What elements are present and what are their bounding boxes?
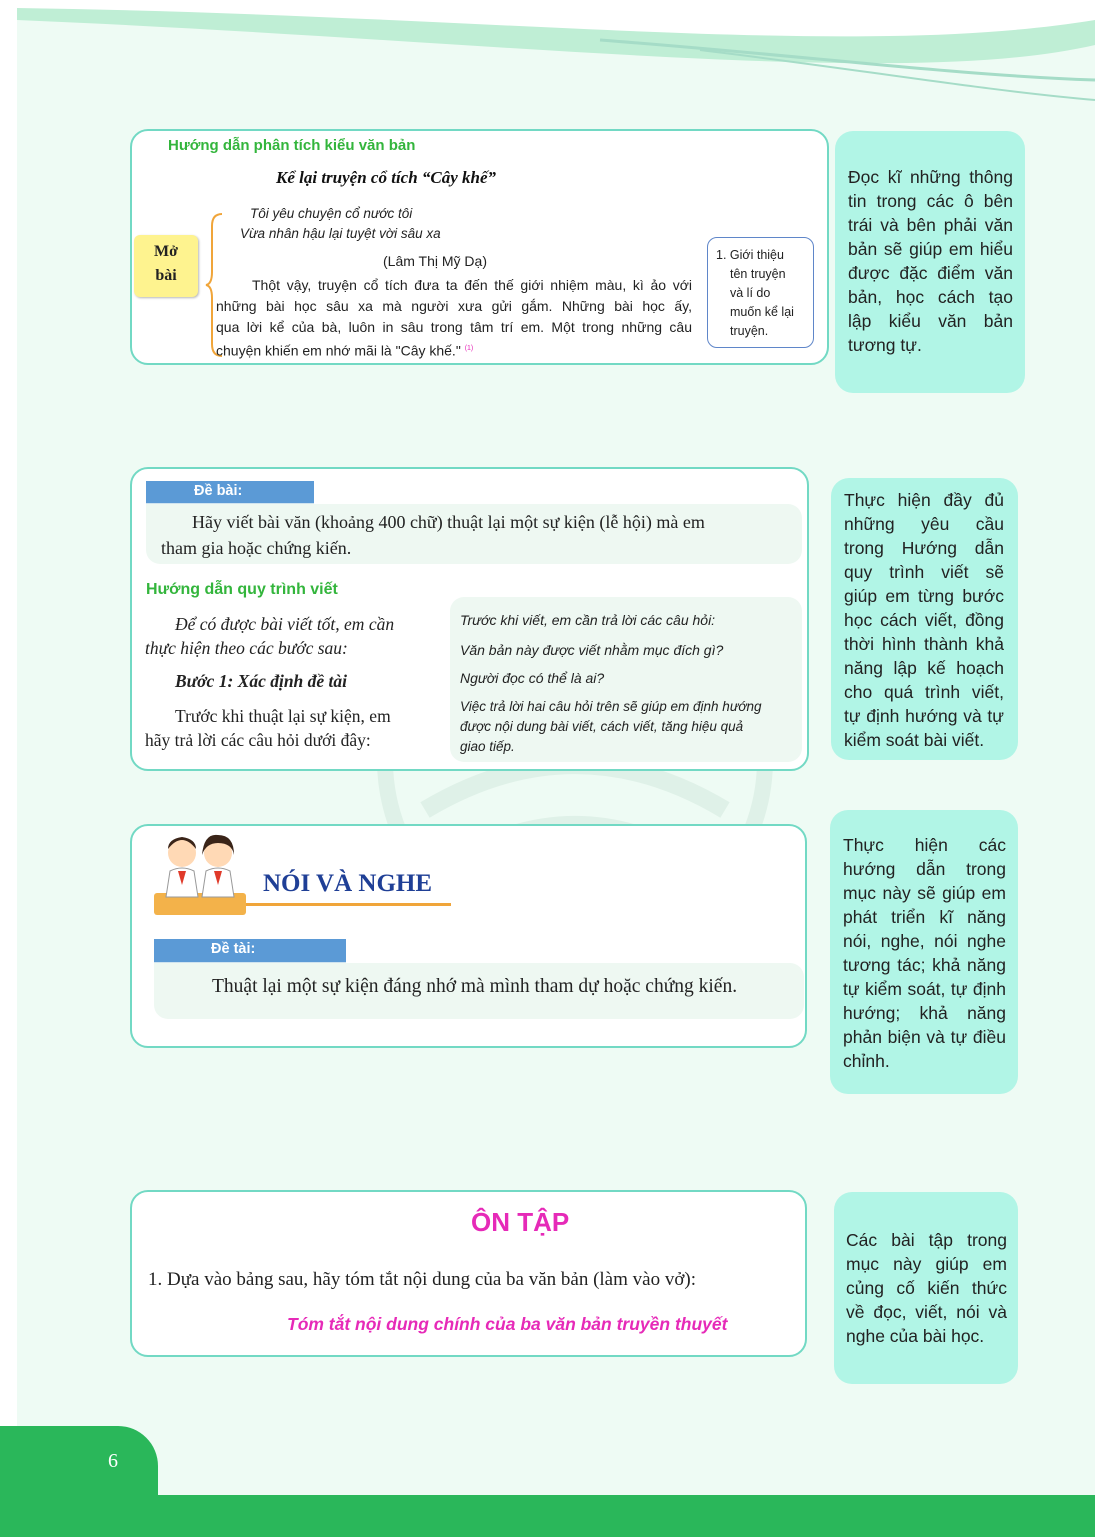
callout-intro: [707, 237, 814, 348]
review-subtitle: Tóm tắt nội dung chính của ba văn bản truyền thuyết: [287, 1314, 728, 1334]
label-line-1: Mở: [154, 243, 178, 260]
callout-line: 1. Giới thiệu: [716, 248, 784, 262]
poem-author: (Lâm Thị Mỹ Dạ): [383, 253, 487, 269]
callout-line: muốn kể lại: [730, 305, 794, 319]
writing-guide-heading: Hướng dẫn quy trình viết: [146, 581, 338, 598]
footnote-mark: (1): [464, 345, 474, 352]
question-purpose: Văn bản này được viết nhằm mục đích gì?: [460, 642, 724, 658]
students-illustration: [152, 831, 248, 917]
left-text-2: thực hiện theo các bước sau:: [145, 638, 348, 658]
question-note-2: được nội dung bài viết, cách viết, tăng hiệu quả: [460, 719, 744, 734]
review-title: ÔN TẬP: [471, 1207, 570, 1237]
poem-line-1: Tôi yêu chuyện cổ nước tôi: [250, 206, 413, 221]
left-text-3: Trước khi thuật lại sự kiện, em: [175, 706, 391, 726]
step-title: Bước 1: Xác định đề tài: [175, 671, 348, 691]
poem-line-2: Vừa nhân hậu lại tuyệt vời sâu xa: [240, 226, 441, 241]
question-note-3: giao tiếp.: [460, 739, 515, 754]
note-review: Các bài tập trong mục này giúp em củng cố kiến thức về đọc, viết, nói và nghe của bài học.: [834, 1192, 1018, 1384]
paragraph-line: chuyện khiến em nhớ mãi là "Cây khế.": [216, 342, 461, 359]
page-number: 6: [108, 1450, 118, 1472]
question-note-1: Việc trả lời hai câu hỏi trên sẽ giúp em định hướng: [460, 699, 762, 714]
tab-de-bai: Đề bài:: [146, 481, 314, 503]
prompt-line-1: Hãy viết bài văn (khoảng 400 chữ) thuật lại một sự kiện (lễ hội) mà em: [192, 512, 705, 532]
question-reader: Người đọc có thể là ai?: [460, 670, 605, 686]
page-number-tab: [0, 1426, 158, 1506]
left-text-1: Để có được bài viết tốt, em cần: [175, 614, 395, 634]
callout-line: truyện.: [730, 324, 769, 338]
note-speaking: Thực hiện các hướng dẫn trong mục này sẽ giúp em phát triển kĩ năng nói, nghe, nói nghe tương tác; khả năng tự kiểm soát, tự định hướng; khả năng phản biện và tự điều chỉnh.: [830, 810, 1018, 1094]
review-question: 1. Dựa vào bảng sau, hãy tóm tắt nội dung của ba văn bản (làm vào vở):: [148, 1269, 696, 1290]
label-mo-bai: [134, 235, 198, 297]
note-analysis: Đọc kĩ những thông tin trong các ô bên trái và bên phải văn bản sẽ giúp em hiểu được đặc điểm văn bản, học cách tạo lập kiểu văn bản tương tự.: [835, 131, 1025, 393]
paragraph-block: [216, 275, 692, 362]
paragraph-line: qua lời kể của bà, luôn in sâu trong tâm trí em. Một trong những câu: [216, 319, 692, 335]
speaking-topic: Thuật lại một sự kiện đáng nhớ mà mình tham dự hoặc chứng kiến.: [212, 976, 738, 997]
title-underline: [246, 903, 451, 906]
section-analysis-heading: Hướng dẫn phân tích kiểu văn bản: [168, 137, 416, 154]
callout-line: tên truyện: [730, 267, 786, 281]
prompt-line-2: tham gia hoặc chứng kiến.: [161, 538, 352, 558]
note-writing: Thực hiện đầy đủ những yêu cầu trong Hướng dẫn quy trình viết sẽ giúp em từng bước học cách viết, đồng thời hình thành khả năng lập kế hoạch cho quá trình viết, tự định hướng và tự kiểm soát bài viết.: [831, 478, 1018, 760]
footer-bar: [0, 1495, 1095, 1537]
label-line-2: bài: [155, 267, 177, 284]
paragraph-line: Thột vậy, truyện cổ tích đưa ta đến thế giới nhiệm màu, kì ảo với: [252, 277, 692, 293]
paragraph-line: những bài học sâu xa mà người xưa gửi gắm. Những bài học ấy,: [216, 298, 692, 314]
left-text-4: hãy trả lời các câu hỏi dưới đây:: [145, 730, 371, 750]
question-intro: Trước khi viết, em cần trả lời các câu hỏi:: [460, 612, 716, 628]
tab-de-tai: Đề tài:: [154, 939, 346, 962]
top-decoration: [0, 0, 1095, 110]
story-title: Kể lại truyện cổ tích “Cây khế”: [276, 168, 497, 187]
speaking-title: NÓI VÀ NGHE: [263, 870, 433, 897]
callout-line: và lí do: [730, 286, 771, 300]
